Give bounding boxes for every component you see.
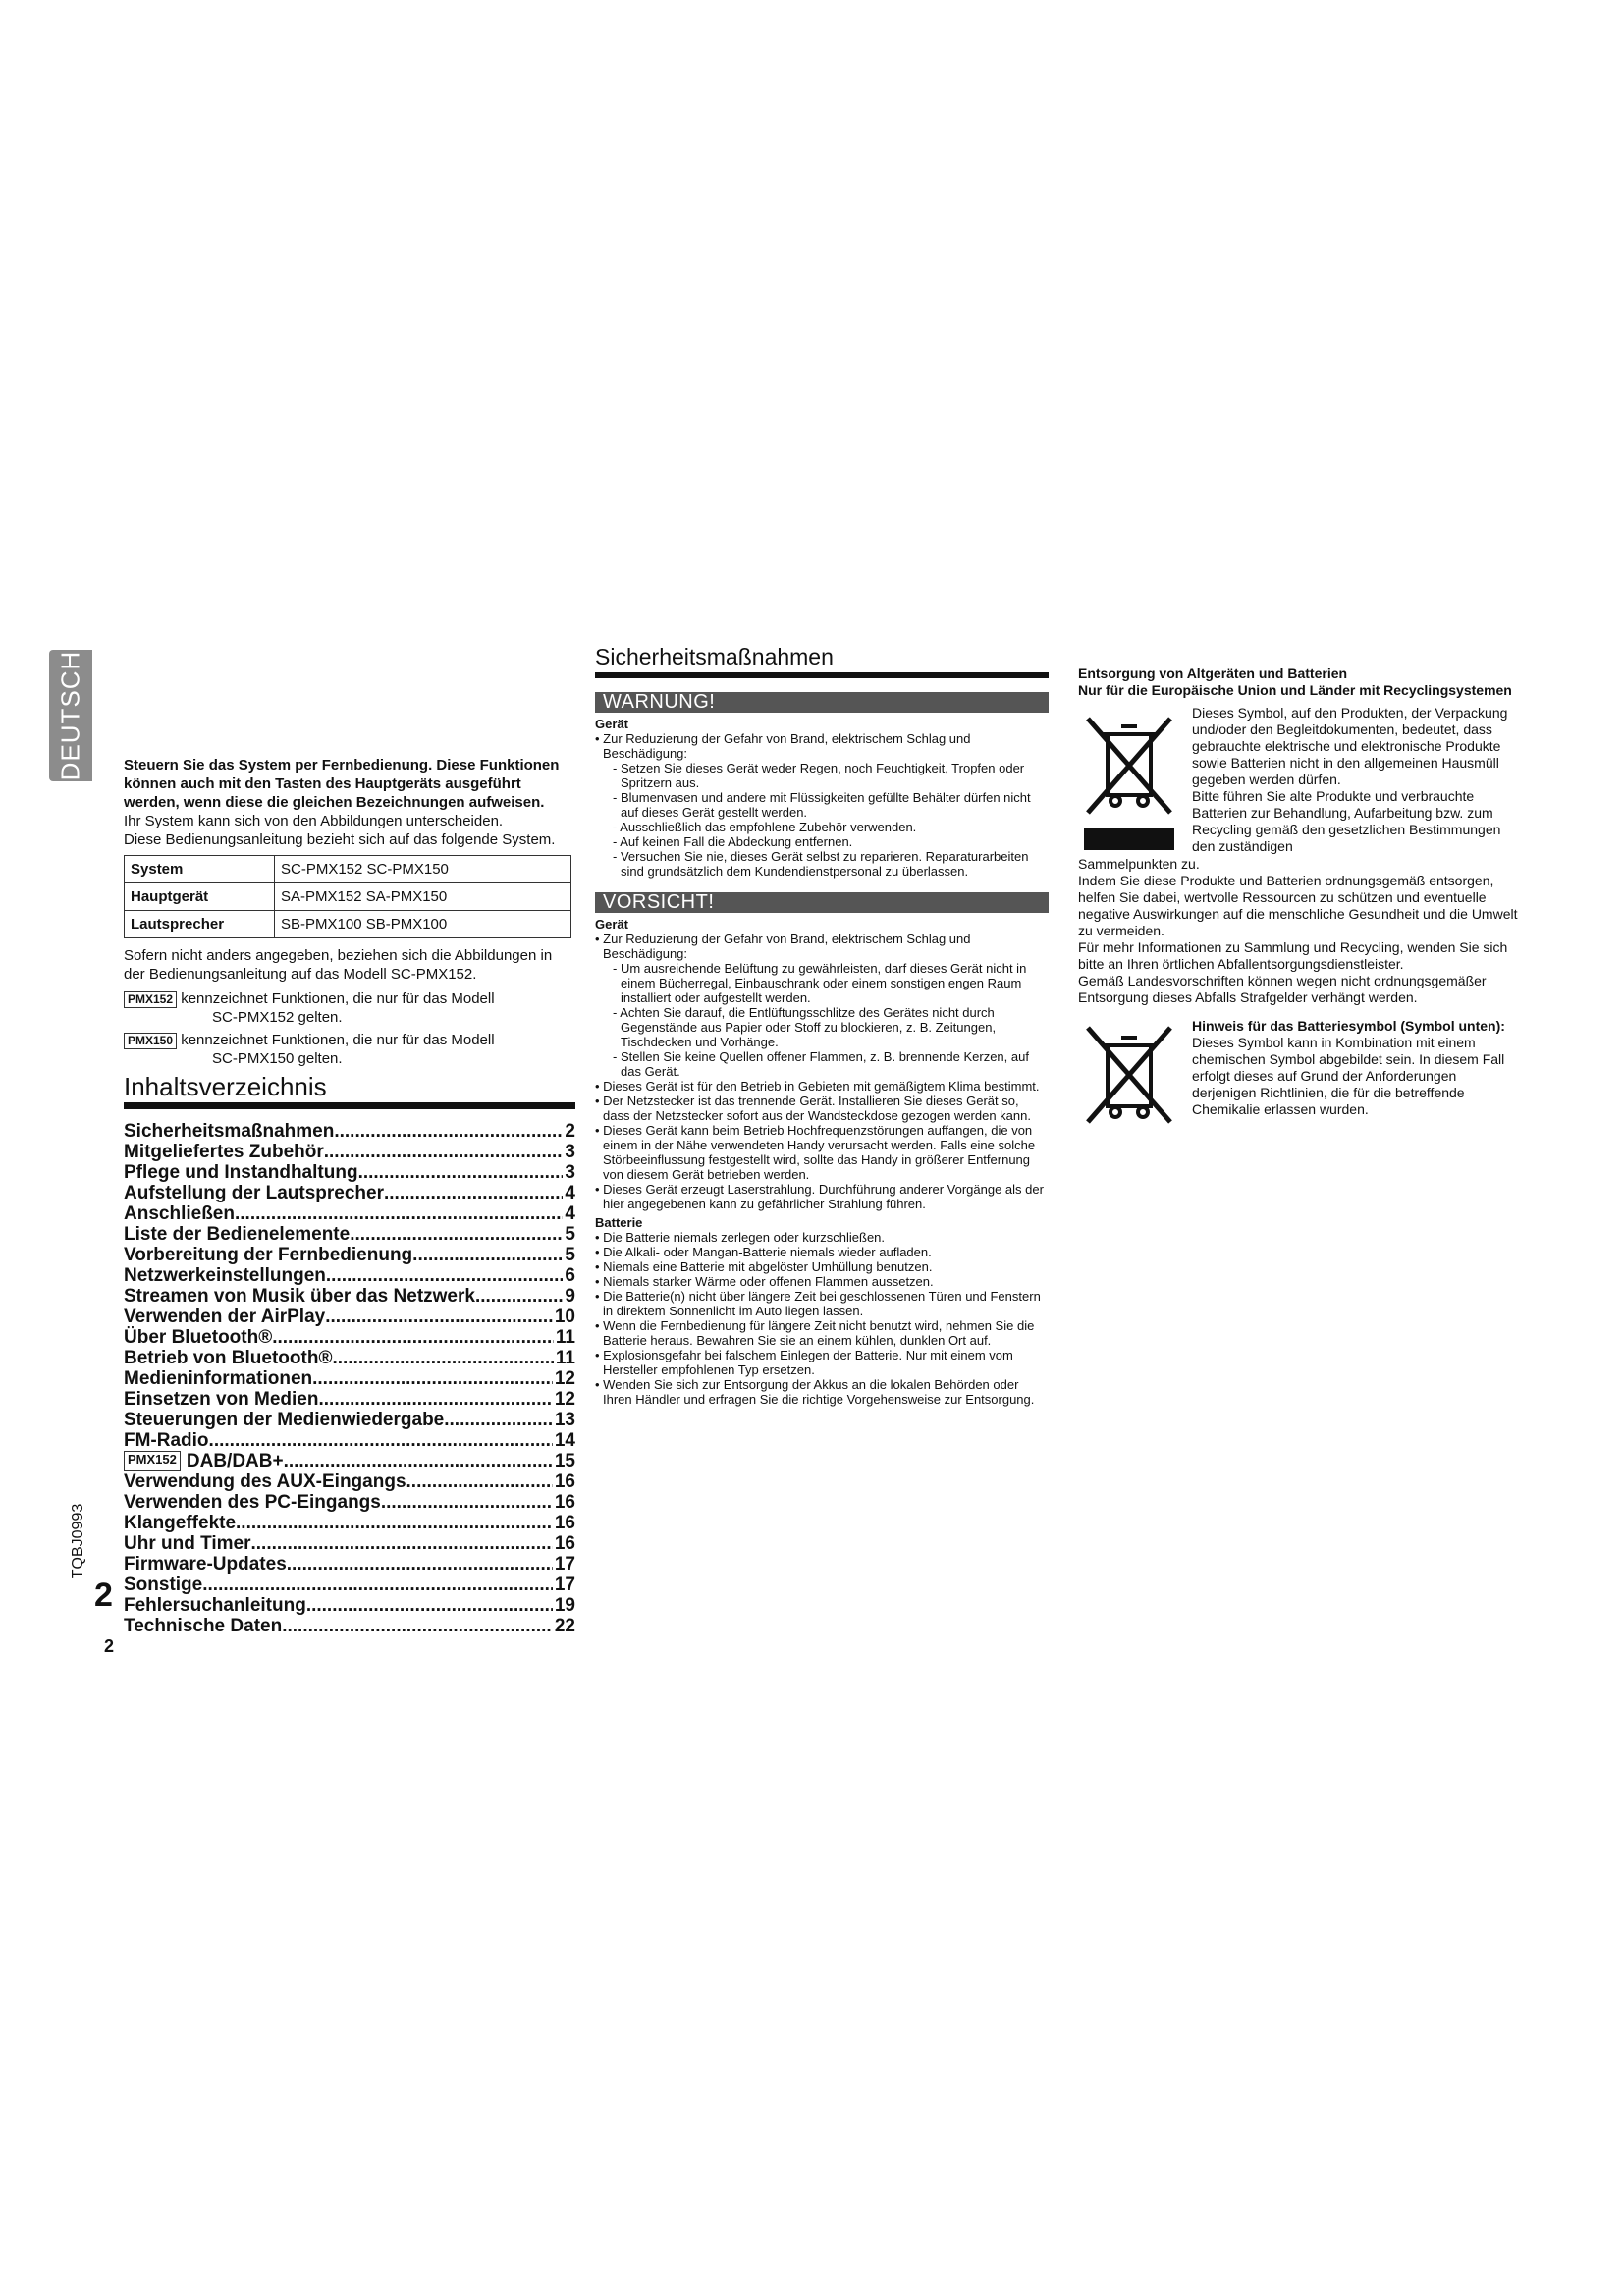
toc-entry-page: 4 (565, 1183, 575, 1203)
page-number-large: 2 (94, 1576, 113, 1614)
toc-entry-page: 5 (565, 1224, 575, 1245)
toc-entry-title: Steuerungen der Medienwiedergabe (124, 1410, 445, 1430)
toc-entry (124, 1245, 575, 1265)
disposal-title: Entsorgung von Altgeräten und Batterien (1078, 666, 1348, 681)
tag-note-text: kennzeichnet Funktionen, die nur für das Modell (181, 1032, 495, 1048)
paragraph: Dieses Symbol kann in Kombination mit einem chemischen Symbol abgebildet sein. In diesem Fall erfolgt dieses auf Grund der Anforderungen derjenigen Richtlinien, die für die betreffende Chemikalie erlassen wurden. (1192, 1035, 1505, 1117)
list-item: • Zur Reduzierung der Gefahr von Brand, elektrischem Schlag und Beschädigung: - Um ausreichende Belüftung zu gewährleisten, darf dieses Gerät nicht in einem Bücherregal, Einbauschrank oder einem sonstigen engen Raum installiert oder aufgestellt werden. - Achten Sie darauf, die Entlüftungsschlitze des Gerätes nicht durch Gegenstände aus Papier oder Stoff zu blockieren, z. B. Zeitungen, Tischdecken und Vorhänge. - Stellen Sie keine Quellen offener Flammen, z. B. brennende Kerzen, auf das Gerät. (595, 932, 1049, 1079)
paragraph: Dieses Symbol, auf den Produkten, der Verpackung und/oder den Begleitdokumenten, bedeutet, dass gebrauchte elektrische und elektronische Produkte sowie Batterien nicht in den allgemeinen Hausmüll gegeben werden dürfen. (1192, 705, 1508, 787)
tag-note-text: SC-PMX150 gelten. (212, 1050, 343, 1067)
toc-entry-title: Klangeffekte (124, 1513, 237, 1533)
toc-entry-title: Sonstige (124, 1575, 203, 1595)
toc-entry-page: 2 (565, 1121, 575, 1142)
list-item: - Auf keinen Fall die Abdeckung entfernen. (613, 834, 1049, 849)
battery-symbol-text (1192, 1018, 1520, 1136)
list-item: • Wenn die Fernbedienung für längere Zeit nicht benutzt wird, nehmen Sie die Batterie heraus. Bewahren Sie sie an einem kühlen, dunklen Ort auf. (595, 1318, 1049, 1348)
battery-symbol-block (1078, 1018, 1520, 1136)
caution-subheading: Gerät (595, 917, 628, 932)
toc-entry (124, 1616, 575, 1636)
toc-entry-page: 14 (554, 1430, 575, 1451)
table-cell: SB-PMX100 SB-PMX100 (275, 911, 571, 938)
system-table (124, 855, 571, 938)
safety-column (595, 644, 1049, 1407)
list-item: • Dieses Gerät erzeugt Laserstrahlung. Durchführung anderer Vorgänge als der hier angegebenen kann zu gefährlicher Strahlung führen. (595, 1182, 1049, 1211)
toc-entry (124, 1575, 575, 1595)
section-title: Sicherheitsmaßnahmen (595, 650, 1049, 678)
toc-entry-page: 16 (554, 1513, 575, 1533)
list-item: • Wenden Sie sich zur Entsorgung der Akkus an die lokalen Behörden oder Ihren Händler und erfragen Sie die richtige Vorgehensweise zur Entsorgung. (595, 1377, 1049, 1407)
table-cell: Lautsprecher (125, 911, 275, 938)
toc-entry (124, 1451, 575, 1471)
model-tag: PMX150 (124, 1033, 177, 1049)
disposal-subtitle: Nur für die Europäische Union und Länder mit Recyclingsystemen (1078, 682, 1512, 698)
toc-entry-page: 4 (565, 1203, 575, 1224)
list-item: • Niemals starker Wärme oder offenen Flammen aussetzen. (595, 1274, 1049, 1289)
crossed-bin-icon (1078, 1018, 1180, 1132)
list-item: • Dieses Gerät kann beim Betrieb Hochfrequenzstörungen auffangen, die von einem in der Nähe verwendeten Handy verursacht werden. Falls eine solche Störbeeinflussung festgestellt wird, sollte das Handy in größerer Entfernung von diesem Gerät betrieben werden. (595, 1123, 1049, 1182)
list-item: • Der Netzstecker ist das trennende Gerät. Installieren Sie dieses Gerät so, dass der Netzstecker sofort aus der Wandsteckdose gezogen werden kann. (595, 1094, 1049, 1123)
table-row (125, 911, 571, 938)
toc-entry (124, 1368, 575, 1389)
tag-note-2 (124, 1031, 575, 1049)
toc-entry-page: 10 (554, 1307, 575, 1327)
toc-entry (124, 1513, 575, 1533)
list-item: - Achten Sie darauf, die Entlüftungsschlitze des Gerätes nicht durch Gegenstände aus Papier oder Stoff zu blockieren, z. B. Zeitungen, Tischdecken und Vorhänge. (613, 1005, 1049, 1049)
toc-title: Inhaltsverzeichnis (124, 1078, 575, 1109)
toc-entry (124, 1471, 575, 1492)
paragraph: Sammelpunkten zu. (1078, 856, 1200, 872)
toc-entry (124, 1286, 575, 1307)
toc-entry-page: 9 (565, 1286, 575, 1307)
toc-entry-title: Fehlersuchanleitung (124, 1595, 306, 1616)
list-item: - Stellen Sie keine Quellen offener Flammen, z. B. brennende Kerzen, auf das Gerät. (613, 1049, 1049, 1079)
model-tag: PMX152 (124, 1451, 181, 1471)
battery-list (595, 1230, 1049, 1407)
disposal-symbol-block (1078, 705, 1520, 856)
warning-subheading: Gerät (595, 717, 628, 731)
caution-sublist (603, 961, 1049, 1079)
toc-entry (124, 1121, 575, 1142)
toc-entry-title: Sicherheitsmaßnahmen (124, 1121, 335, 1142)
toc-entry-title: Medieninformationen (124, 1368, 313, 1389)
toc-entry-title: DAB/DAB+ (186, 1451, 284, 1471)
toc-entry-title: Verwenden der AirPlay (124, 1307, 326, 1327)
toc-entry-title: Firmware-Updates (124, 1554, 287, 1575)
list-item: • Die Batterie(n) nicht über längere Zeit bei geschlossenen Türen und Fenstern in direktem Sonnenlicht im Auto liegen lassen. (595, 1289, 1049, 1318)
table-row (125, 856, 571, 883)
toc-entry (124, 1554, 575, 1575)
toc-entry-title: Über Bluetooth® (124, 1327, 273, 1348)
toc-entry (124, 1224, 575, 1245)
tag-note-1 (124, 989, 575, 1008)
toc-entry-page: 11 (555, 1327, 575, 1348)
toc-entry-page: 5 (565, 1245, 575, 1265)
list-item: • Dieses Gerät ist für den Betrieb in Gebieten mit gemäßigtem Klima bestimmt. (595, 1079, 1049, 1094)
caution-list (595, 932, 1049, 1211)
list-item: • Die Alkali- oder Mangan-Batterie niemals wieder aufladen. (595, 1245, 1049, 1259)
toc-entry-title: Uhr und Timer (124, 1533, 251, 1554)
warning-banner: WARNUNG! (595, 692, 1049, 713)
list-item: • Zur Reduzierung der Gefahr von Brand, elektrischem Schlag und Beschädigung: - Setzen Sie dieses Gerät weder Regen, noch Feuchtigkeit, Tropfen oder Spritzern aus. - Blumenvasen und andere mit Flüssigkeiten gefüllte Behälter dürfen nicht auf dieses Gerät gestellt werden. - Ausschließlich das empfohlene Zubehör verwenden. - Auf keinen Fall die Abdeckung entfernen. - Versuchen Sie nie, dieses Gerät selbst zu reparieren. Reparaturarbeiten sind grundsätzlich dem Kundendienstpersonal zu überlassen. (595, 731, 1049, 879)
warning-sublist (603, 761, 1049, 879)
language-tab (49, 650, 92, 781)
toc-entry-page: 19 (554, 1595, 575, 1616)
battery-subheading: Batterie (595, 1215, 643, 1230)
toc-entry (124, 1348, 575, 1368)
table-cell: Hauptgerät (125, 883, 275, 911)
table-cell: System (125, 856, 275, 883)
toc-entry-title: Pflege und Instandhaltung (124, 1162, 358, 1183)
toc-entry (124, 1389, 575, 1410)
toc-entry-page: 13 (554, 1410, 575, 1430)
list-item: - Versuchen Sie nie, dieses Gerät selbst zu reparieren. Reparaturarbeiten sind grundsätzlich dem Kundendienstpersonal zu überlassen. (613, 849, 1049, 879)
list-item: - Setzen Sie dieses Gerät weder Regen, noch Feuchtigkeit, Tropfen oder Spritzern aus. (613, 761, 1049, 790)
toc-entry-page: 17 (554, 1554, 575, 1575)
toc-entry-title: Mitgeliefertes Zubehör (124, 1142, 324, 1162)
toc-entry (124, 1162, 575, 1183)
list-item: • Die Batterie niemals zerlegen oder kurzschließen. (595, 1230, 1049, 1245)
toc-entry (124, 1142, 575, 1162)
language-label: DEUTSCH (55, 650, 85, 781)
list-item: - Blumenvasen und andere mit Flüssigkeiten gefüllte Behälter dürfen nicht auf dieses Gerät gestellt werden. (613, 790, 1049, 820)
tag-note-text: kennzeichnet Funktionen, die nur für das Modell (181, 990, 495, 1007)
toc-entry-page: 16 (554, 1471, 575, 1492)
model-tag: PMX152 (124, 991, 177, 1008)
intro-bold-text: Steuern Sie das System per Fernbedienung. Diese Funktionen können auch mit den Tasten des Hauptgeräts ausgeführt werden, wenn diese die gleichen Bezeichnungen aufweisen. (124, 757, 560, 811)
paragraph: Bitte führen Sie alte Produkte und verbrauchte Batterien zur Behandlung, Aufarbeitung bzw. zum Recycling gemäß den gesetzlichen Bestimmungen den zuständigen (1192, 788, 1501, 854)
toc-entry-page: 22 (554, 1616, 575, 1636)
document-code (59, 1492, 98, 1590)
warning-list (595, 731, 1049, 879)
toc-entry-page: 11 (555, 1348, 575, 1368)
table-cell: SC-PMX152 SC-PMX150 (275, 856, 571, 883)
toc-entry-page: 15 (554, 1451, 575, 1471)
toc-entry (124, 1410, 575, 1430)
toc-entry (124, 1265, 575, 1286)
paragraph: Indem Sie diese Produkte und Batterien ordnungsgemäß entsorgen, helfen Sie dabei, wertvolle Ressourcen zu schützen und eventuelle negative Auswirkungen auf die menschliche Gesundheit und die Umwelt zu vermeiden. (1078, 873, 1518, 938)
table-cell: SA-PMX152 SA-PMX150 (275, 883, 571, 911)
toc-entry-title: Einsetzen von Medien (124, 1389, 319, 1410)
list-item: • Niemals eine Batterie mit abgelöster Umhüllung benutzen. (595, 1259, 1049, 1274)
hint-title: Hinweis für das Batteriesymbol (Symbol unten): (1192, 1018, 1505, 1034)
disposal-symbol-text (1192, 705, 1520, 856)
toc-entry-title: Verwenden des PC-Eingangs (124, 1492, 381, 1513)
toc-entry (124, 1183, 575, 1203)
toc-entry-page: 12 (554, 1368, 575, 1389)
toc-entry-page: 3 (565, 1142, 575, 1162)
crossed-bin-icon (1078, 705, 1180, 852)
toc-entry-page: 12 (554, 1389, 575, 1410)
table-row (125, 883, 571, 911)
toc-entry-title: Netzwerkeinstellungen (124, 1265, 326, 1286)
toc-entry (124, 1203, 575, 1224)
list-item: - Ausschließlich das empfohlene Zubehör verwenden. (613, 820, 1049, 834)
disposal-column (1078, 666, 1520, 1136)
toc-entry-page: 17 (554, 1575, 575, 1595)
toc-entry (124, 1595, 575, 1616)
document-code-label: TQBJ0993 (70, 1503, 86, 1579)
toc-entry-title: Aufstellung der Lautsprecher (124, 1183, 384, 1203)
list-item: • Explosionsgefahr bei falschem Einlegen der Batterie. Nur mit einem vom Hersteller empfohlenen Typ ersetzen. (595, 1348, 1049, 1377)
toc-entry-title: Streamen von Musik über das Netzwerk (124, 1286, 475, 1307)
intro-column (124, 756, 575, 1636)
toc-entry (124, 1533, 575, 1554)
model-note: Sofern nicht anders angegeben, beziehen sich die Abbildungen in der Bedienungsanleitung auf das Modell SC-PMX152. (124, 947, 553, 983)
caution-banner: VORSICHT! (595, 892, 1049, 913)
table-of-contents (124, 1121, 575, 1636)
toc-entry (124, 1327, 575, 1348)
paragraph: Gemäß Landesvorschriften können wegen nicht ordnungsgemäßer Entsorgung dieses Abfalls Strafgelder verhängt werden. (1078, 973, 1487, 1005)
tag-note-text: SC-PMX152 gelten. (212, 1009, 343, 1026)
toc-entry (124, 1492, 575, 1513)
paragraph: Für mehr Informationen zu Sammlung und Recycling, wenden Sie sich bitte an Ihren örtlichen Abfallentsorgungsdienstleister. (1078, 939, 1508, 972)
intro-line-1: Ihr System kann sich von den Abbildungen unterscheiden. (124, 813, 504, 829)
toc-entry-page: 16 (554, 1533, 575, 1554)
toc-entry-page: 6 (565, 1265, 575, 1286)
intro-line-2: Diese Bedienungsanleitung bezieht sich auf das folgende System. (124, 831, 556, 848)
toc-entry-title: Betrieb von Bluetooth® (124, 1348, 333, 1368)
toc-entry-title: Liste der Bedienelemente (124, 1224, 351, 1245)
toc-entry (124, 1307, 575, 1327)
toc-entry-title: Anschließen (124, 1203, 235, 1224)
toc-entry-page: 16 (554, 1492, 575, 1513)
list-item: - Um ausreichende Belüftung zu gewährleisten, darf dieses Gerät nicht in einem Bücherregal, Einbauschrank oder einem sonstigen engen Raum installiert oder aufgestellt werden. (613, 961, 1049, 1005)
toc-entry-page: 3 (565, 1162, 575, 1183)
bin-symbol (1078, 705, 1180, 856)
toc-entry (124, 1430, 575, 1451)
battery-bin-symbol (1078, 1018, 1180, 1136)
toc-entry-title: Technische Daten (124, 1616, 283, 1636)
toc-entry-title: FM-Radio (124, 1430, 209, 1451)
toc-entry-title: Vorbereitung der Fernbedienung (124, 1245, 413, 1265)
page-number-small: 2 (104, 1636, 115, 1656)
toc-entry-title: Verwendung des AUX-Eingangs (124, 1471, 406, 1492)
